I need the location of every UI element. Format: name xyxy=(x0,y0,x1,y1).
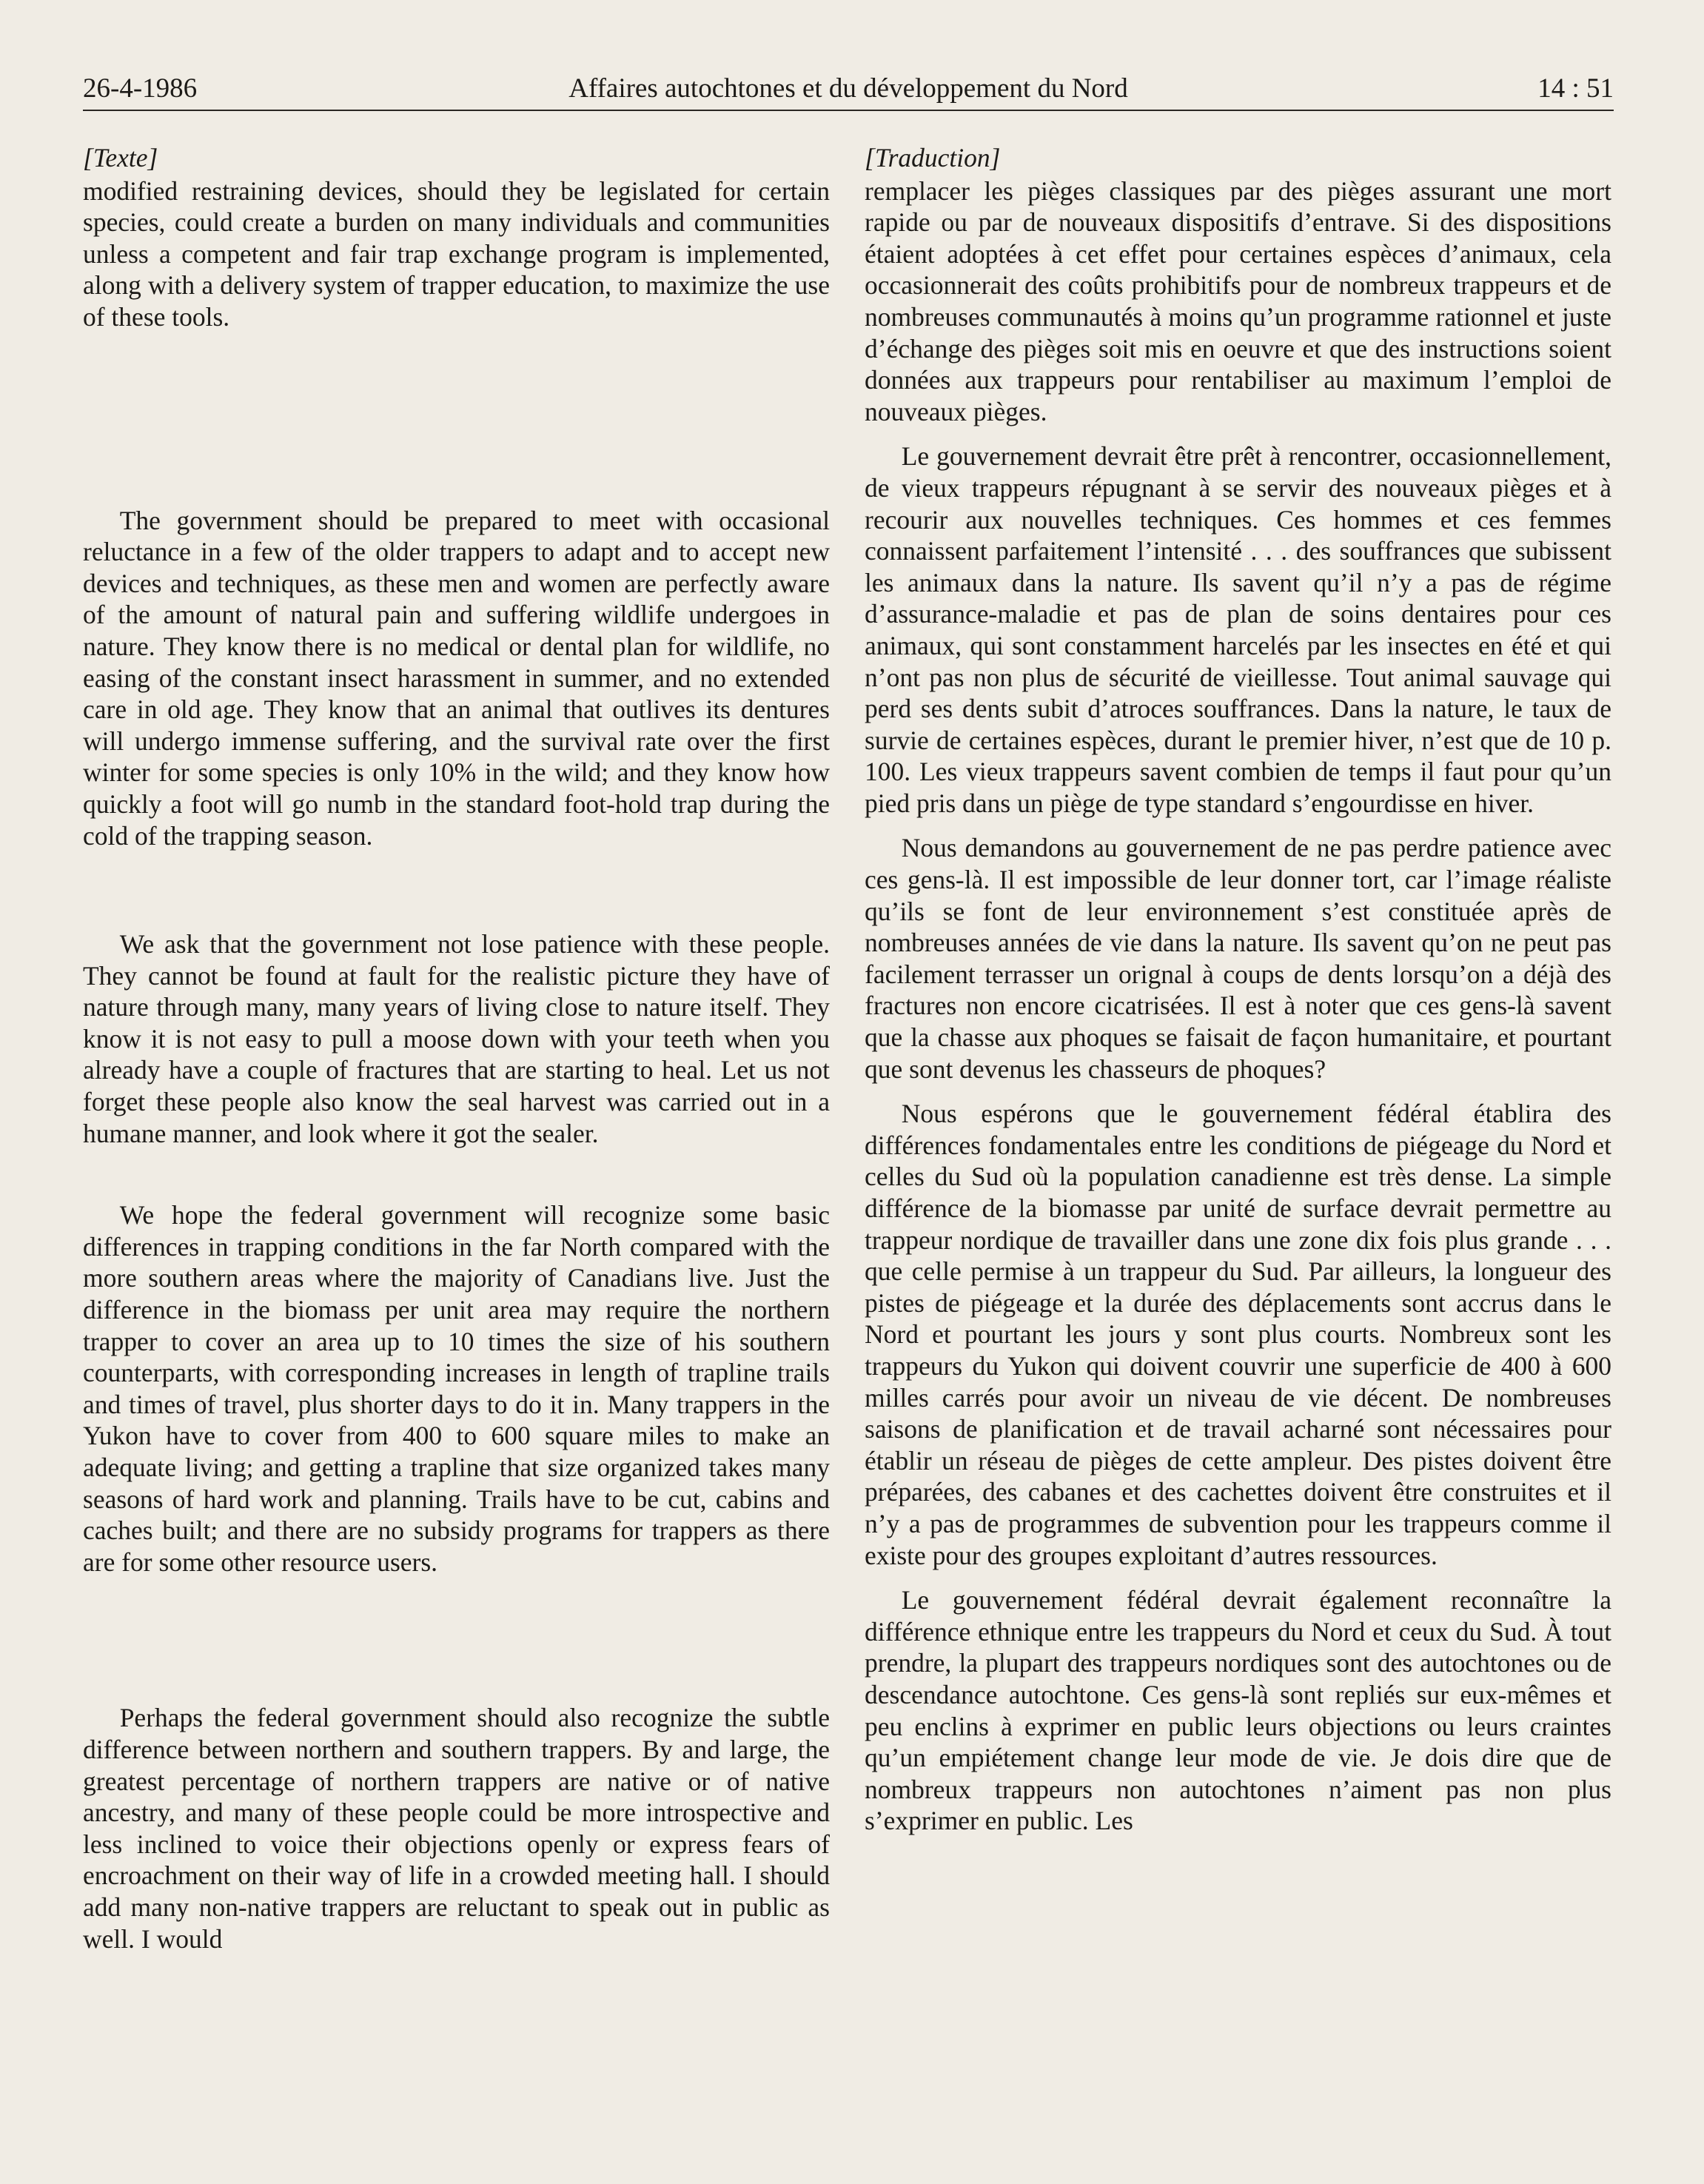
paragraph: Nous espérons que le gouvernement fédéral établira des différences fondamentales entre les conditions de piégeage du Nord et celles du Sud où la population canadienne est très dense. La simple différence de la biomasse par unité de surface devrait permettre au trappeur nordique de travailler dans une zone dix fois plus grande . . . que celle permise à un trappeur du Sud. Par ailleurs, la longueur des pistes de piégeage et la durée des déplacements sont accrus dans le Nord et pourtant les jours y sont plus courts. Nombreux sont les trappeurs du Yukon qui doivent couvrir une superficie de 400 à 600 milles carrés pour avoir un niveau de vie décent. De nombreuses saisons de planification et de travail acharné sont nécessaires pour établir un réseau de pièges de cette ampleur. Des pistes doivent être préparées, des cabanes et des cachettes doivent être construites et il n’y a pas de programmes de subvention pour les trappeurs comme il existe pour des groupes exploitant d’autres ressources. xyxy=(865,1099,1611,1570)
header-title: Affaires autochtones et du développement du Nord xyxy=(568,73,1128,104)
column-label-traduction: [Traduction] xyxy=(865,143,1001,172)
paragraph: modified restraining devices, should they be legislated for certain species, could create a burden on many individuals and communities unless a competent and fair trap exchange program is implemented, along with a delivery system of trapper education, to maximize the use of these tools. xyxy=(83,175,830,332)
paragraph: Le gouvernement devrait être prêt à rencontrer, occasionnellement, de vieux trappeurs répugnant à se servir des nouveaux pièges et à recourir aux nouvelles techniques. Ces hommes et ces femmes connaissent parfaitement l’intensité . . . des souffrances que subissent les animaux dans la nature. Ils savent qu’il n’y a pas de régime d’assurance-maladie et pas de plan de soins dentaires pour ces animaux, qui sont constamment harcelés par les insectes en été et qui n’ont pas non plus de sécurité de vieillesse. Tout animal sauvage qui perd ses dents subit d’atroces souffrances. Dans la nature, le taux de survie de certaines espèces, durant le premier hiver, n’est que de 10 p. 100. Les vieux trappeurs savent combien de temps il faut pour qu’un pied pris dans un piège de type standard s’engourdisse en hiver. xyxy=(865,441,1611,818)
paragraph: We ask that the government not lose patience with these people. They cannot be found at fault for the realistic picture they have of nature through many, many years of living close to nature itself. They know it is not easy to pull a moose down with your teeth when you already have a couple of fractures that are starting to heal. Let us not forget these people also know the seal harvest was carried out in a humane manner, and look where it got the sealer. xyxy=(83,929,830,1148)
header-page-number: 14 : 51 xyxy=(1537,73,1614,104)
english-column xyxy=(83,142,830,1954)
paragraph: Le gouvernement fédéral devrait également reconnaître la différence ethnique entre les trappeurs du Nord et ceux du Sud. À tout prendre, la plupart des trappeurs nordiques sont des autochtones ou de descendance autochtone. Ces gens-là sont repliés sur eux-mêmes et peu enclins à exprimer en public leurs objections ou leurs craintes qu’un empiétement change leur mode de vie. Je dois dire que de nombreux trappeurs non autochtones n’aiment pas non plus s’exprimer en public. Les xyxy=(865,1585,1611,1836)
header-date: 26-4-1986 xyxy=(83,73,198,104)
paragraph: Perhaps the federal government should also recognize the subtle difference between northern and southern trappers. By and large, the greatest percentage of northern trappers are native or of native ancestry, and many of these people could be more introspective and less inclined to voice their objections openly or express fears of encroachment on their way of life in a crowded meeting hall. I should add many non-native trappers are reluctant to speak out in public as well. I would xyxy=(83,1703,830,1954)
paragraph: remplacer les pièges classiques par des pièges assurant une mort rapide ou par de nouveaux dispositifs d’entrave. Si des dispositions étaient adoptées à cet effet pour certaines espèces d’animaux, cela occasionnerait des coûts prohibitifs pour de nombreux trappeurs et de nombreuses communautés à moins qu’un programme rationnel et juste d’échange des pièges soit mis en oeuvre et que des instructions soient données aux trappeurs pour rentabiliser au maximum l’emploi de nouveaux pièges. xyxy=(865,175,1611,426)
column-label-texte: [Texte] xyxy=(83,143,158,172)
paragraph: The government should be prepared to meet with occasional reluctance in a few of the older trappers to adapt and to accept new devices and techniques, as these men and women are perfectly aware of the amount of natural pain and suffering wildlife undergoes in nature. They know there is no medical or dental plan for wildlife, no easing of the constant insect harassment in summer, and no extended care in old age. They know that an animal that outlives its dentures will undergo immense suffering, and the survival rate over the first winter for some species is only 10% in the wild; and they know how quickly a foot will go numb in the standard foot-hold trap during the cold of the trapping season. xyxy=(83,505,830,851)
page-header xyxy=(83,73,1614,111)
french-column xyxy=(865,142,1611,1837)
paragraph: We hope the federal government will recognize some basic differences in trapping conditions in the far North compared with the more southern areas where the majority of Canadians live. Just the difference in the biomass per unit area may require the northern trapper to cover an area up to 10 times the size of his southern counterparts, with corresponding increases in length of trapline trails and times of travel, plus shorter days to do it in. Many trappers in the Yukon have to cover from 400 to 600 square miles to make an adequate living; and getting a trapline that size organized takes many seasons of hard work and planning. Trails have to be cut, cabins and caches built; and there are no subsidy programs for trappers as there are for some other resource users. xyxy=(83,1200,830,1577)
paragraph: Nous demandons au gouvernement de ne pas perdre patience avec ces gens-là. Il est impossible de leur donner tort, car l’image réaliste qu’ils se font de leur environnement s’est constituée après de nombreuses années de vie dans la nature. Ils savent qu’on ne peut pas facilement terrasser un orignal à coups de dents lorsqu’on a déjà des fractures non encore cicatrisées. Il est à noter que ces gens-là savent que la chasse aux phoques se faisait de façon humanitaire, et pourtant que sont devenus les chasseurs de phoques? xyxy=(865,833,1611,1084)
